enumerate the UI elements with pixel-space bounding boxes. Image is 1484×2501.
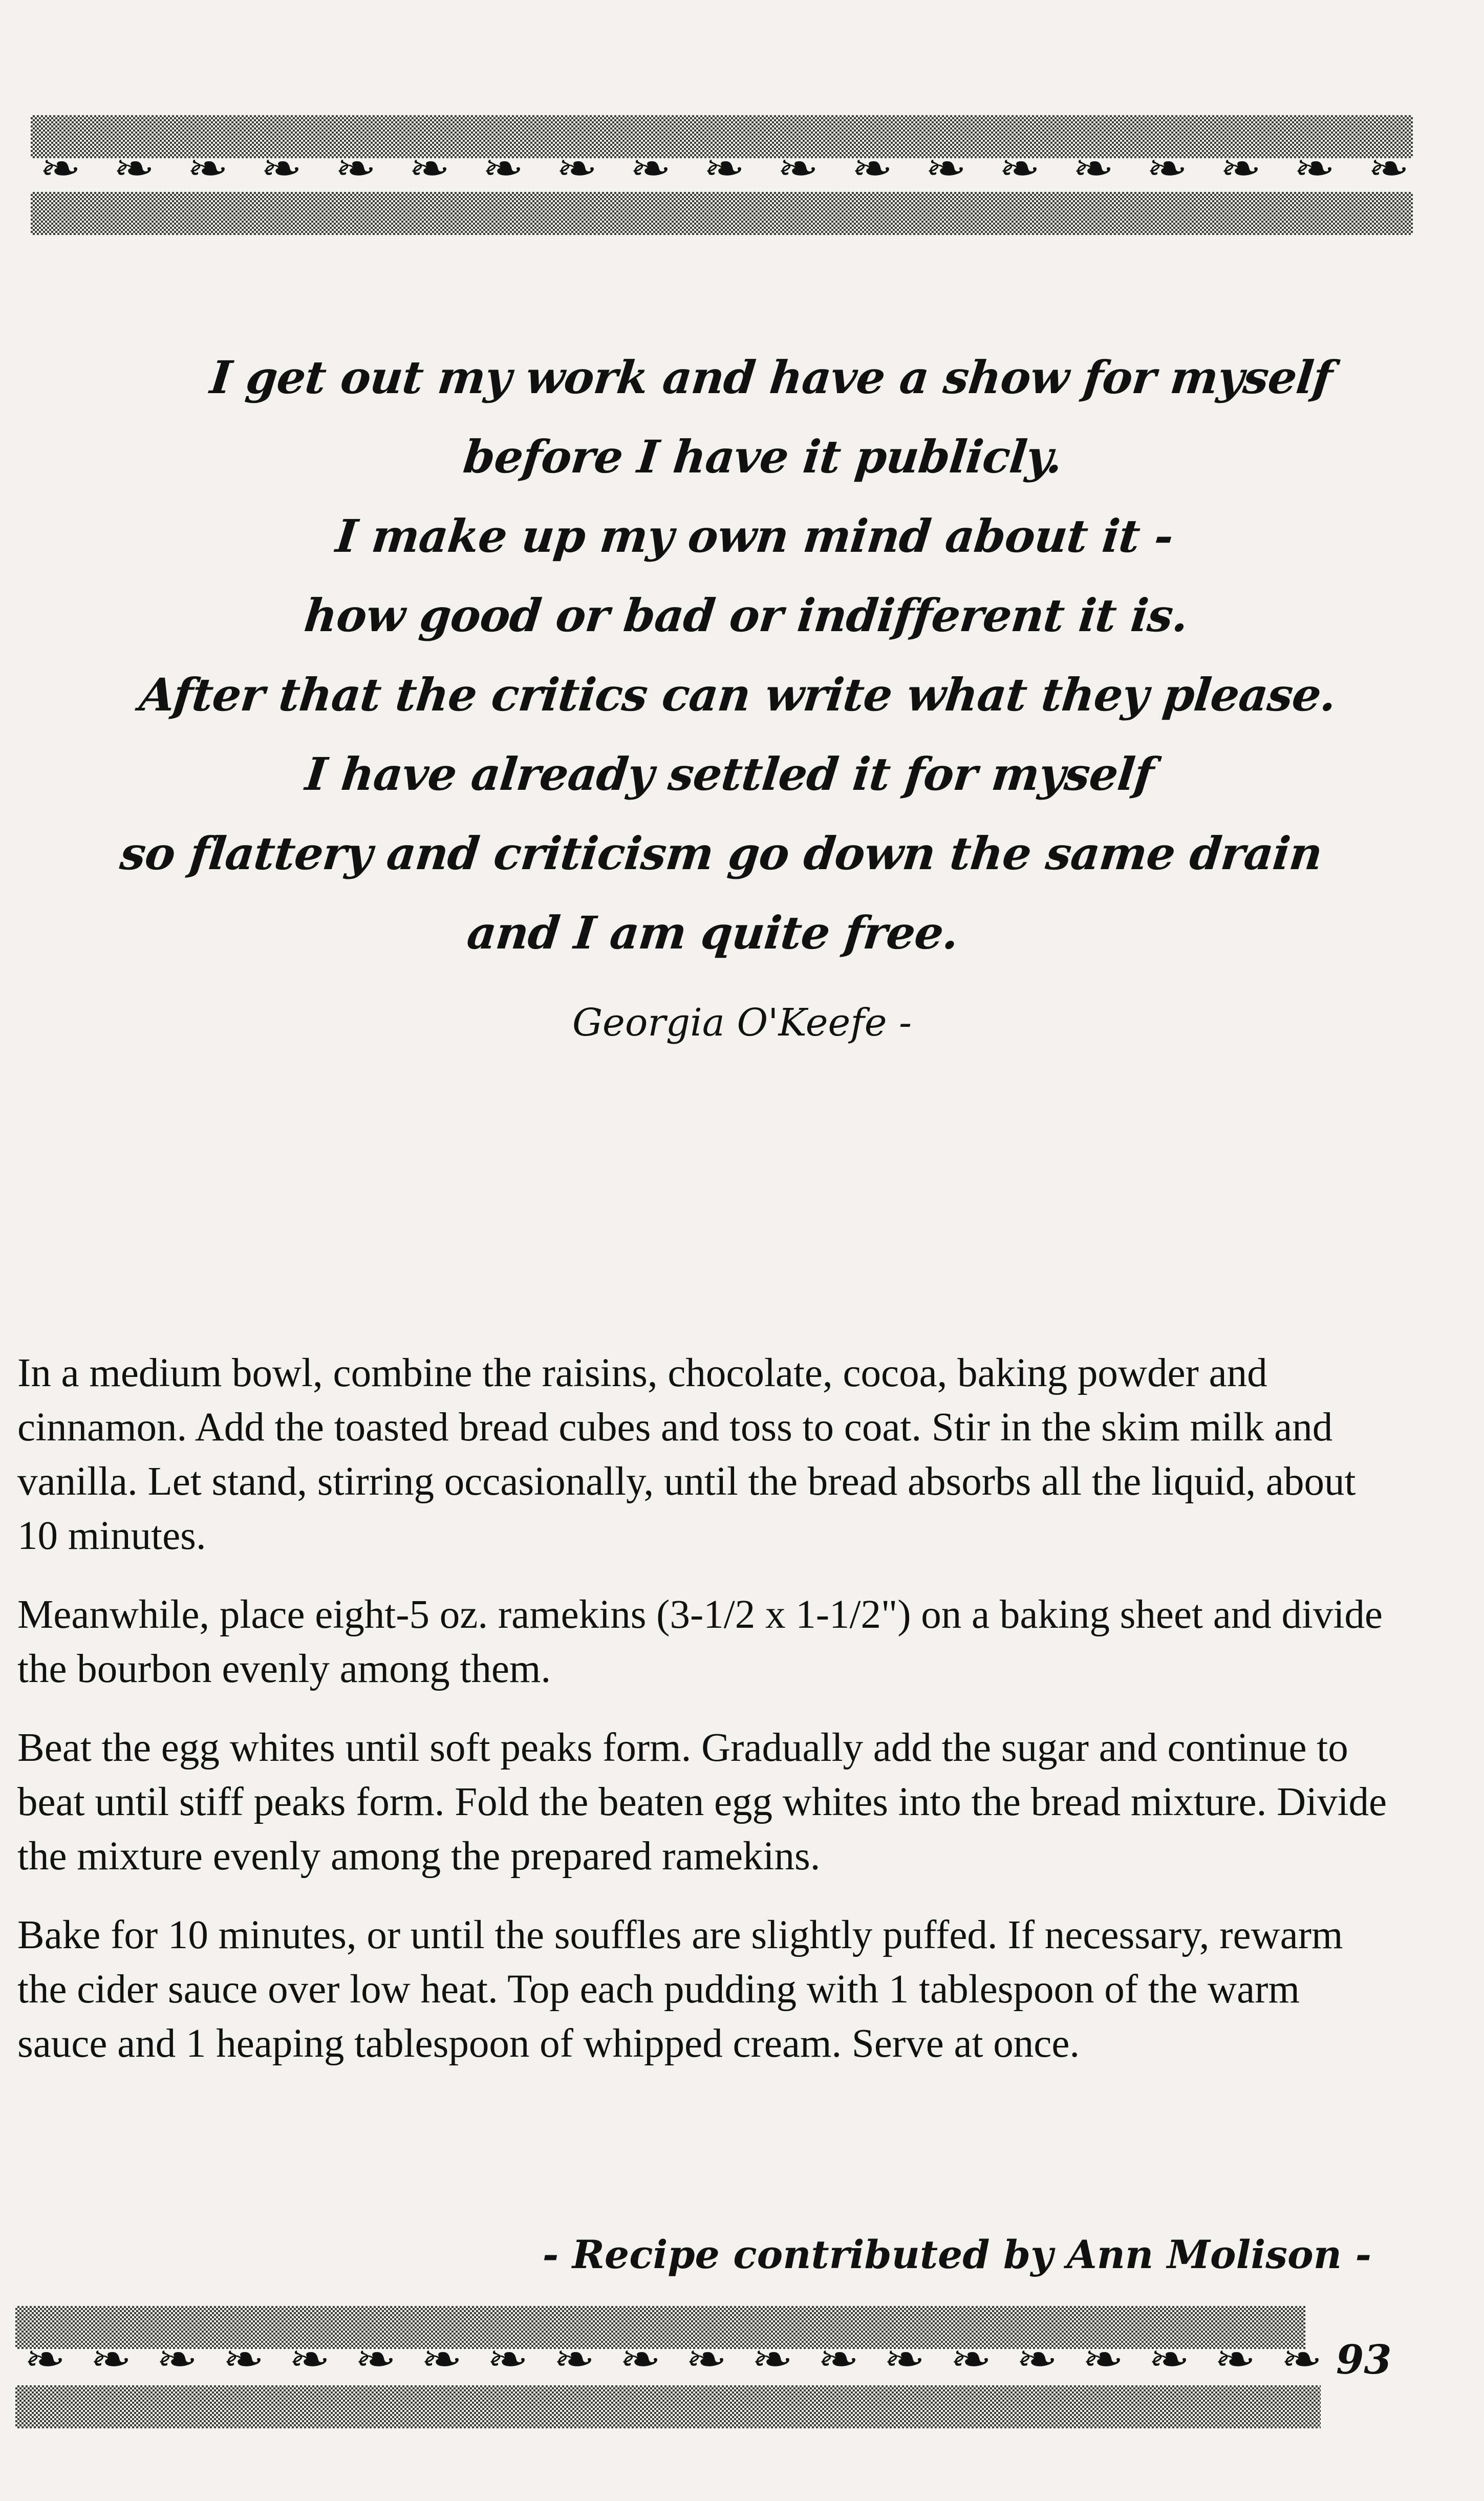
fleuron-ornament-icon: ❧ (288, 2337, 331, 2383)
quote-line: I get out my work and have a show for myself (207, 351, 1335, 404)
bottom-ornament-row (24, 2334, 1323, 2385)
fleuron-ornament-icon: ❧ (487, 2337, 529, 2383)
instruction-paragraph: Meanwhile, place eight-5 oz. ramekins (3-1/2 x 1-1/2") on a baking sheet and divide the bourbon evenly among them. (17, 1592, 1383, 1691)
fleuron-ornament-icon: ❧ (924, 146, 967, 192)
fleuron-ornament-icon: ❧ (553, 2337, 595, 2383)
fleuron-ornament-icon: ❧ (261, 146, 303, 192)
fleuron-ornament-icon: ❧ (1367, 146, 1410, 192)
fleuron-ornament-icon: ❧ (851, 146, 893, 192)
fleuron-ornament-icon: ❧ (408, 146, 450, 192)
recipe-instructions (17, 1346, 1400, 2096)
fleuron-ornament-icon: ❧ (354, 2337, 397, 2383)
fleuron-ornament-icon: ❧ (1082, 2337, 1124, 2383)
instruction-paragraph: Beat the egg whites until soft peaks form. Gradually add the sugar and continue to beat until stiff peaks form. Fold the beaten egg whites into the bread mixture. Divide the mixture evenly among the prepared ramekins. (17, 1726, 1387, 1879)
fleuron-ornament-icon: ❧ (777, 146, 819, 192)
fleuron-ornament-icon: ❧ (187, 146, 229, 192)
quote-line: so flattery and criticism go down the same drain (117, 827, 1325, 880)
fleuron-ornament-icon: ❧ (222, 2337, 265, 2383)
fleuron-ornament-icon: ❧ (1016, 2337, 1058, 2383)
fleuron-ornament-icon: ❧ (90, 2337, 132, 2383)
fleuron-ornament-icon: ❧ (113, 146, 155, 192)
fleuron-ornament-icon: ❧ (818, 2337, 859, 2383)
instruction-paragraph: Bake for 10 minutes, or until the souffles are slightly puffed. If necessary, rewarm the cider sauce over low heat. Top each pudding with 1 tablespoon of the warm sauce and 1 heaping tablespoon of whipped cream. Serve at once. (17, 1913, 1343, 2066)
bottom-border-band-lower (15, 2385, 1321, 2428)
fleuron-ornament-icon: ❧ (1148, 2337, 1190, 2383)
fleuron-ornament-icon: ❧ (1146, 146, 1188, 192)
fleuron-ornament-icon: ❧ (1214, 2337, 1256, 2383)
top-border-band-lower (31, 192, 1413, 235)
recipe-credit: - Recipe contributed by Ann Molison - (542, 2232, 1371, 2277)
quote-line: I have already settled it for myself (303, 747, 1156, 801)
fleuron-ornament-icon: ❧ (950, 2337, 992, 2383)
quote-block (0, 338, 1484, 973)
fleuron-ornament-icon: ❧ (685, 2337, 727, 2383)
fleuron-ornament-icon: ❧ (1072, 146, 1114, 192)
fleuron-ornament-icon: ❧ (334, 146, 377, 192)
page-number: 93 (1336, 2337, 1392, 2383)
quote-line: I make up my own mind about it - (333, 509, 1176, 563)
fleuron-ornament-icon: ❧ (619, 2337, 661, 2383)
fleuron-ornament-icon: ❧ (39, 146, 81, 192)
fleuron-ornament-icon: ❧ (156, 2337, 198, 2383)
fleuron-ornament-icon: ❧ (1220, 146, 1262, 192)
fleuron-ornament-icon: ❧ (24, 2337, 66, 2383)
fleuron-ornament-icon: ❧ (884, 2337, 926, 2383)
fleuron-ornament-icon: ❧ (703, 146, 745, 192)
top-ornament-row (39, 143, 1410, 195)
fleuron-ornament-icon: ❧ (420, 2337, 463, 2383)
quote-line: how good or bad or indifferent it is. (302, 589, 1191, 642)
fleuron-ornament-icon: ❧ (555, 146, 598, 192)
instruction-paragraph: In a medium bowl, combine the raisins, chocolate, cocoa, baking powder and cinnamon. Add the toasted bread cubes and toss to coat. Stir in the skim milk and vanilla. Let stand, stirring occasionally, until the bread absorbs all the liquid, about 10 minutes. (17, 1351, 1356, 1558)
quote-line: After that the critics can write what they please. (137, 668, 1339, 721)
quote-author: Georgia O'Keefe - (572, 1001, 912, 1045)
fleuron-ornament-icon: ❧ (751, 2337, 793, 2383)
fleuron-ornament-icon: ❧ (482, 146, 524, 192)
quote-line: and I am quite free. (464, 906, 961, 959)
quote-line: before I have it publicly. (461, 430, 1065, 483)
fleuron-ornament-icon: ❧ (629, 146, 672, 192)
fleuron-ornament-icon: ❧ (998, 146, 1041, 192)
fleuron-ornament-icon: ❧ (1280, 2337, 1323, 2383)
fleuron-ornament-icon: ❧ (1294, 146, 1336, 192)
